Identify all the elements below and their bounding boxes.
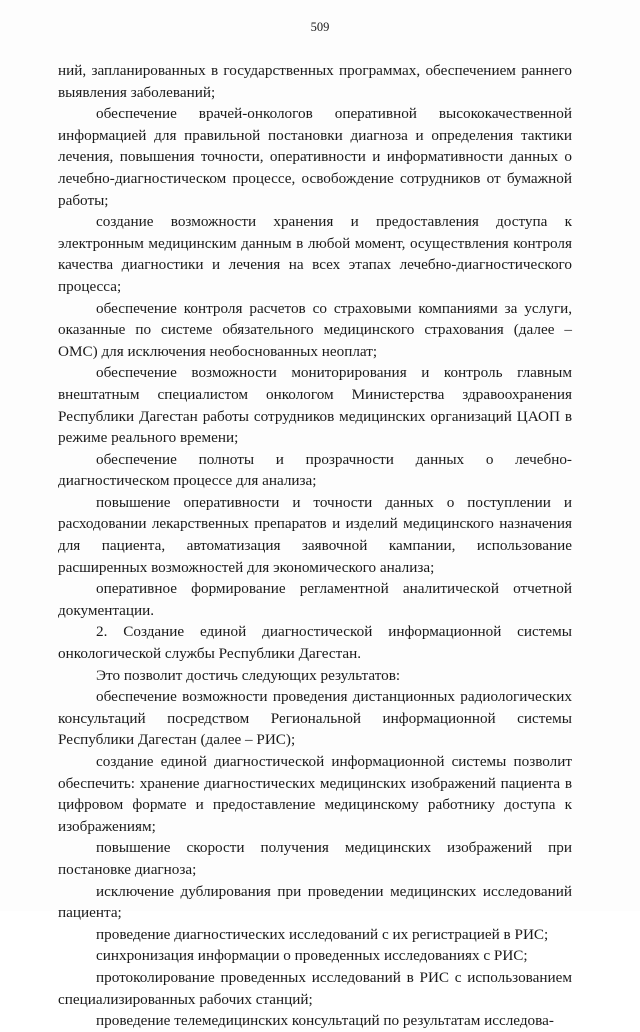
section-heading: 2. Создание единой диагностической информационной системы онкологической службы Республики Дагестан.	[58, 623, 572, 663]
paragraph: протоколирование проведенных исследований в РИС с использованием специализированных рабочих станций;	[58, 968, 572, 1008]
paragraph: обеспечение возможности мониторирования и контроль главным внештатным специалистом онкологом Министерства здравоохранения Республики Дагестан работы сотрудников медицинских организаций ЦАОП в режиме реального времени;	[58, 364, 572, 447]
paragraph: обеспечение возможности проведения дистанционных радиологических консультаций посредством Региональной информационной системы Республики Дагестан (далее – РИС);	[58, 688, 572, 749]
paragraph: создание единой диагностической информационной системы позволит обеспечить: хранение диагностических медицинских изображений пациента в цифровом формате и предоставление медицинскому работнику доступа к изображениям;	[58, 753, 572, 835]
paragraph: повышение оперативности и точности данных о поступлении и расходовании лекарственных препаратов и изделий медицинского назначения для пациента, автоматизация заявочной кампании, использование расширенных возможностей для экономического анализа;	[58, 493, 572, 576]
paragraph: проведение диагностических исследований с их регистрацией в РИС;	[96, 925, 549, 943]
paragraph: исключение дублирования при проведении медицинских исследований пациента;	[58, 882, 572, 922]
paragraph: оперативное формирование регламентной аналитической отчетной документации.	[58, 580, 572, 619]
paragraph: обеспечение контроля расчетов со страховыми компаниями за услуги, оказанные по системе обязательного медицинского страхования (далее – ОМС) для исключения необоснованных неоплат;	[58, 299, 572, 360]
paragraph: обеспечение полноты и прозрачности данных о лечебно-диагностическом процессе для анализа;	[58, 450, 572, 490]
paragraph: Это позволит достичь следующих результатов:	[96, 666, 401, 684]
page-number: 509	[310, 20, 330, 34]
paragraph: ний, запланированных в государственных программах, обеспечением раннего выявления заболеваний;	[58, 62, 572, 101]
paragraph: синхронизация информации о проведенных исследованиях с РИС;	[96, 947, 528, 965]
paragraph: проведение телемедицинских консультаций по результатам исследова-	[96, 1012, 554, 1030]
paragraph: создание возможности хранения и предоставления доступа к электронным медицинским данным в любой момент, осуществления контроля качества диагностики и лечения на всех этапах лечебно-диагностического процесса;	[58, 213, 572, 295]
document-body	[58, 60, 572, 1032]
paragraph: обеспечение врачей-онкологов оперативной высококачественной информацией для правильной постановки диагноза и определения тактики лечения, повышения точности, оперативности и информативности данных о лечебно-диагностическом процессе, освобождение сотрудников от бумажной работы;	[58, 105, 572, 209]
paragraph: повышение скорости получения медицинских изображений при постановке диагноза;	[58, 839, 572, 878]
